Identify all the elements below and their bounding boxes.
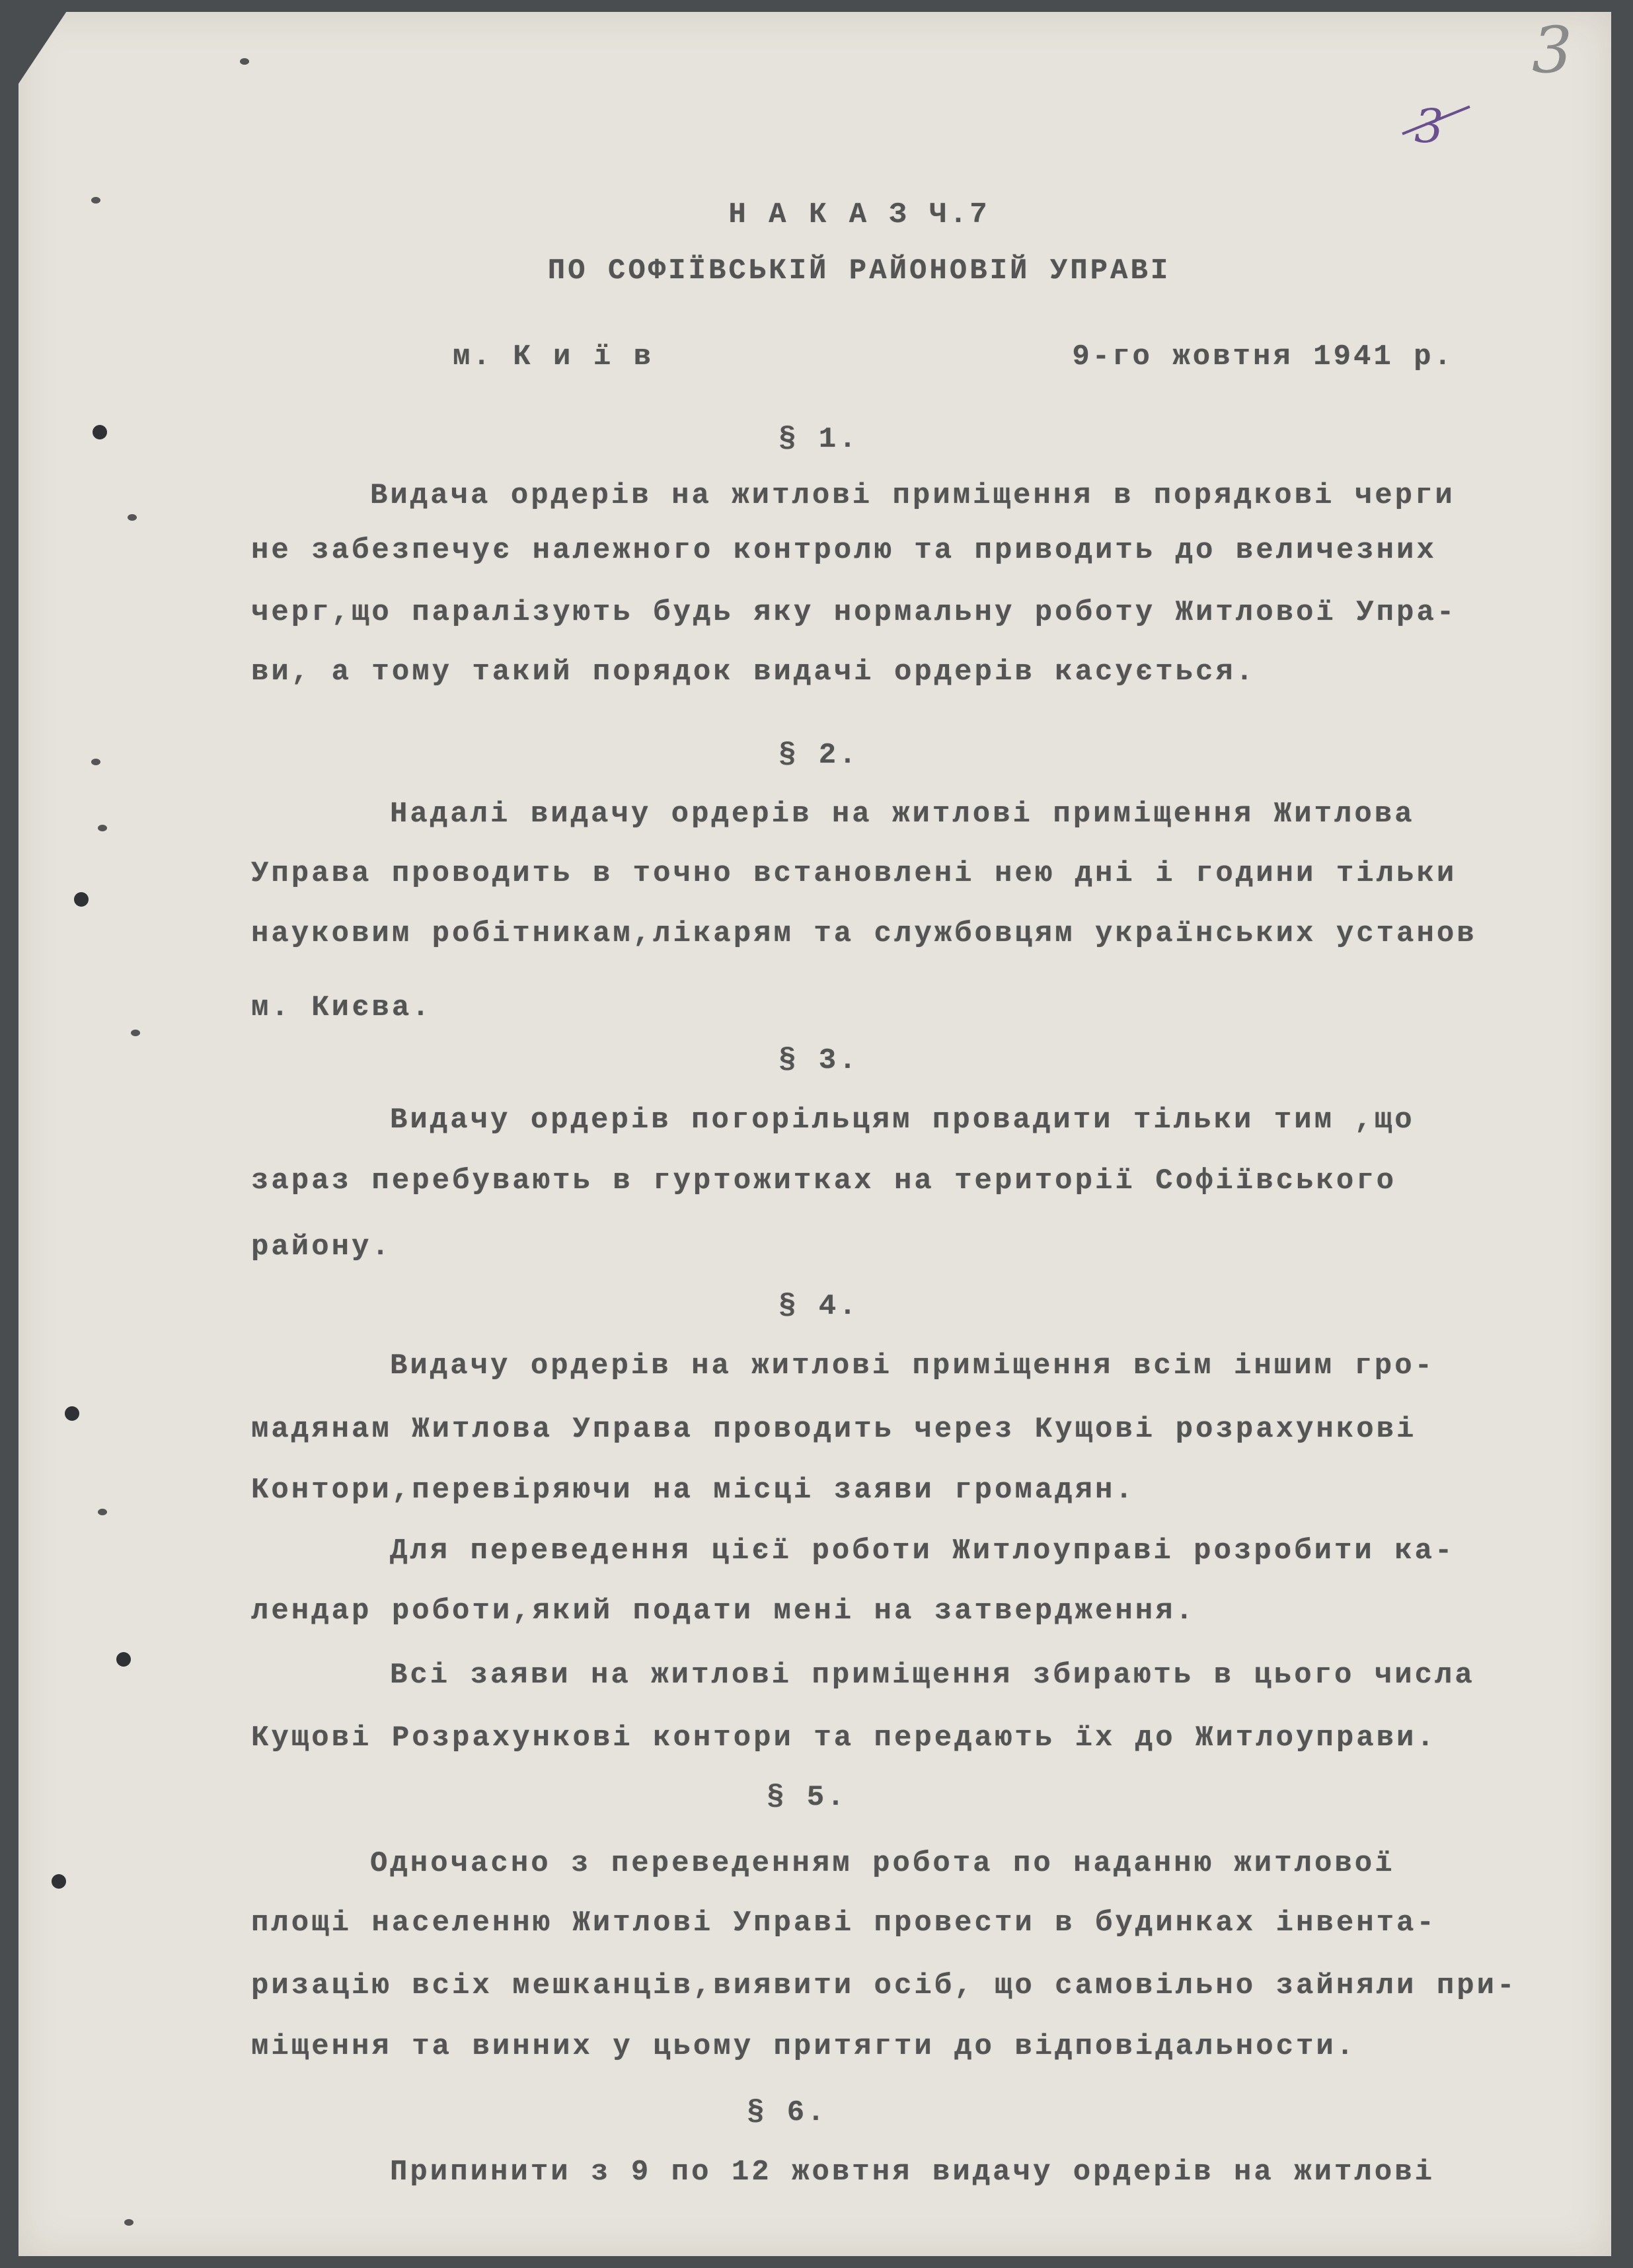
section-text-line: ризацію всіх мешканців,виявити осіб, що самовільно зайняли при- — [251, 1969, 1517, 2002]
punch-hole — [52, 1874, 66, 1889]
section-heading: § 2. — [779, 739, 859, 772]
section-text-line: ви, а тому такий порядок видачі ордерів касується. — [251, 656, 1256, 689]
section-text-line: Надалі видачу ордерів на житлові приміщення Житлова — [390, 798, 1415, 831]
handwritten-page-number: 3 — [1532, 13, 1573, 87]
paper-speck — [240, 58, 249, 65]
section-heading: § 5. — [767, 1781, 847, 1814]
paper-speck — [98, 1509, 107, 1515]
section-text-line: району. — [251, 1230, 392, 1264]
section-text-line: Одночасно з переведенням робота по наданню житлової — [370, 1847, 1395, 1880]
section-heading: § 6. — [747, 2096, 827, 2129]
paper-speck — [131, 1030, 140, 1036]
section-text-line: Видачу ордерів на житлові приміщення всім іншим гро- — [390, 1349, 1435, 1382]
document-place: м. К и ї в — [453, 340, 654, 373]
paper-speck — [124, 2219, 133, 2226]
punch-hole — [116, 1652, 131, 1667]
section-text-line: Кущові Розрахункові контори та передають їх до Житлоуправи. — [251, 1721, 1437, 1755]
document-title: Н А К А З Ч.7 — [728, 198, 990, 231]
section-text-line: Контори,перевіряючи на місці заяви громадян. — [251, 1474, 1135, 1507]
pencil-page-number: 3 — [1414, 99, 1444, 153]
punch-hole — [93, 425, 107, 439]
section-text-line: м. Києва. — [251, 991, 432, 1024]
section-text-line: Видача ордерів на житлові приміщення в порядкові черги — [370, 479, 1455, 512]
section-text-line: Управа проводить в точно встановлені нею дні і години тільки — [251, 857, 1457, 890]
section-text-line: площі населенню Житлові Управі провести в будинках інвента- — [251, 1907, 1437, 1940]
section-text-line: Для переведення цієї роботи Житлоуправі розробити ка- — [390, 1534, 1455, 1568]
section-text-line: науковим робітникам,лікарям та службовцям українських установ — [251, 917, 1477, 950]
section-text-line: Припинити з 9 по 12 жовтня видачу ордерів на житлові — [390, 2156, 1435, 2189]
section-heading: § 4. — [779, 1290, 859, 1323]
paper-speck — [91, 759, 100, 765]
punch-hole — [74, 892, 89, 907]
section-text-line: Всі заяви на житлові приміщення збирають в цього числа — [390, 1659, 1475, 1692]
section-text-line: зараз перебувають в гуртожитках на території Софіївського — [251, 1164, 1397, 1197]
section-heading: § 1. — [779, 423, 859, 456]
section-text-line: міщення та винних у цьому притягти до відповідальности. — [251, 2030, 1357, 2063]
section-heading: § 3. — [779, 1044, 859, 1077]
section-text-line: лендар роботи,який подати мені на затвердження. — [251, 1595, 1196, 1628]
paper-speck — [91, 197, 100, 204]
paper-speck — [128, 514, 137, 521]
section-text-line: не забезпечує належного контролю та приводить до величезних — [251, 534, 1437, 567]
document-date: 9-го жовтня 1941 р. — [1072, 340, 1454, 373]
paper-speck — [98, 825, 107, 831]
section-text-line: черг,що паралізують будь яку нормальну роботу Житлової Упра- — [251, 596, 1457, 629]
document-subtitle: ПО СОФІЇВСЬКІЙ РАЙОНОВІЙ УПРАВІ — [547, 254, 1171, 287]
punch-hole — [65, 1406, 79, 1421]
section-text-line: Видачу ордерів погорільцям провадити тільки тим ,що — [390, 1104, 1415, 1137]
section-text-line: мадянам Житлова Управа проводить через Кущові розрахункові — [251, 1413, 1417, 1446]
